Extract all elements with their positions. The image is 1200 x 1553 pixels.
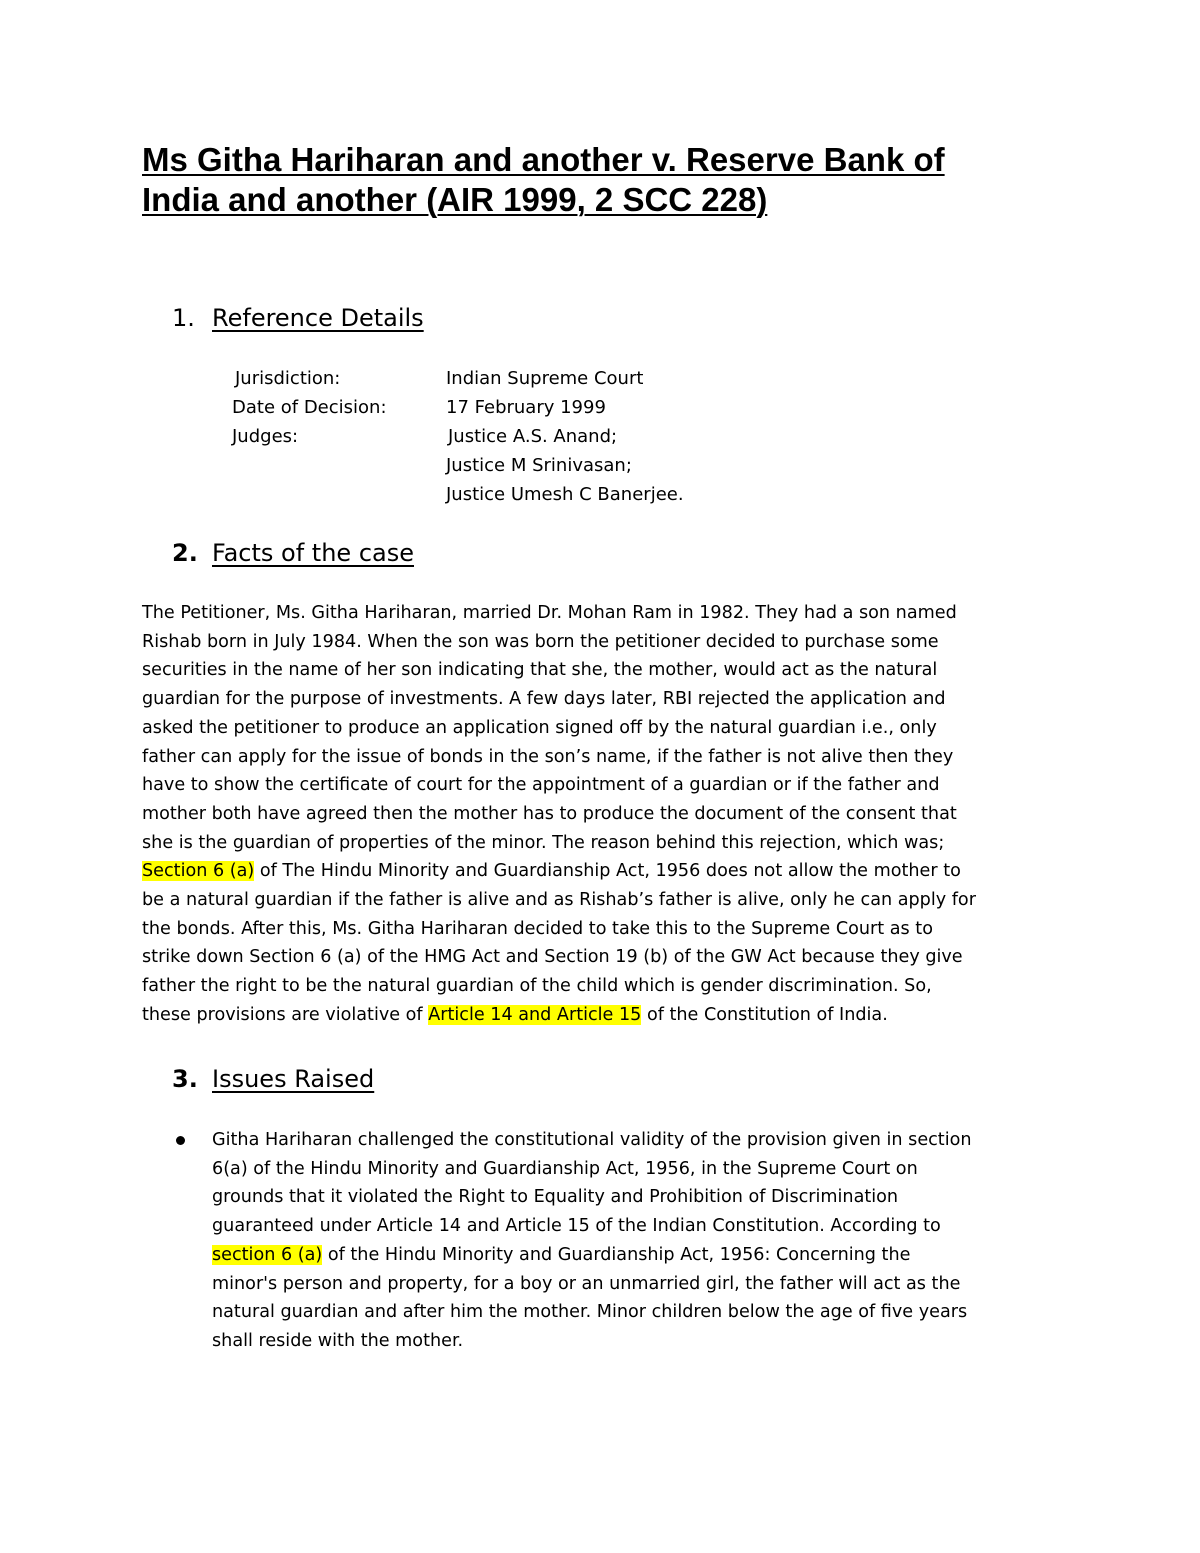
reference-details — [232, 364, 684, 509]
facts-last-pre: these provisions are violative of — [142, 1004, 429, 1025]
reference-row-date — [232, 393, 684, 422]
issues-line-rest: of the Hindu Minority and Guardianship Act, 1956: Concerning the — [322, 1244, 911, 1265]
issues-line — [212, 1241, 1072, 1270]
issues-line: shall reside with the mother. — [212, 1330, 464, 1351]
judges-label: Judges: — [232, 426, 299, 447]
section-heading-reference — [172, 302, 424, 334]
facts-line: securities in the name of her son indicating that she, the mother, would act as the natural — [142, 660, 938, 681]
reference-row-judges — [232, 422, 684, 451]
date-label: Date of Decision: — [232, 397, 387, 418]
title-line-2: India and another (AIR 1999, 2 SCC 228) — [142, 181, 768, 218]
reference-row-jurisdiction — [232, 364, 684, 393]
facts-line: mother both have agreed then the mother has to produce the document of the consent that — [142, 803, 957, 824]
facts-line: Rishab born in July 1984. When the son was born the petitioner decided to purchase some — [142, 631, 939, 652]
judge-3: Justice Umesh C Banerjee. — [446, 484, 684, 505]
issues-line: 6(a) of the Hindu Minority and Guardianship Act, 1956, in the Supreme Court on — [212, 1158, 918, 1179]
section-number: 3. — [172, 1065, 198, 1093]
issues-line: grounds that it violated the Right to Equality and Prohibition of Discrimination — [212, 1187, 899, 1208]
title-line-1: Ms Githa Hariharan and another v. Reserve Bank of — [142, 141, 945, 178]
facts-line: father the right to be the natural guardian of the child which is gender discrimination. So, — [142, 976, 932, 997]
jurisdiction-label: Jurisdiction: — [235, 368, 341, 389]
reference-row-judge-2 — [232, 451, 684, 480]
judge-1: Justice A.S. Anand; — [448, 426, 618, 447]
facts-line: asked the petitioner to produce an application signed off by the natural guardian i.e., only — [142, 717, 937, 738]
issues-text — [212, 1126, 1072, 1356]
reference-row-judge-3 — [232, 480, 684, 509]
document-title — [142, 140, 1042, 220]
jurisdiction-value: Indian Supreme Court — [446, 368, 644, 389]
section-heading-facts — [172, 537, 414, 569]
facts-line: father can apply for the issue of bonds in the son’s name, if the father is not alive then they — [142, 746, 954, 767]
facts-paragraph — [142, 599, 1072, 1030]
facts-last-post: of the Constitution of India. — [641, 1004, 888, 1025]
highlight-section-6a: Section 6 (a) — [142, 861, 255, 882]
facts-line: be a natural guardian if the father is alive and as Rishab’s father is alive, only he can apply for — [142, 890, 976, 911]
facts-line: she is the guardian of properties of the minor. The reason behind this rejection, which was; — [142, 832, 945, 853]
facts-line — [142, 1001, 1072, 1030]
facts-line — [142, 857, 1072, 886]
section-number: 2. — [172, 539, 198, 567]
facts-line: the bonds. After this, Ms. Githa Hariharan decided to take this to the Supreme Court as to — [142, 918, 933, 939]
issues-line: guaranteed under Article 14 and Article 15 of the Indian Constitution. According to — [212, 1216, 941, 1237]
section-number: 1. — [172, 304, 195, 332]
facts-line: guardian for the purpose of investments. A few days later, RBI rejected the application and — [142, 689, 946, 710]
bullet-icon — [176, 1136, 185, 1145]
issues-line: Githa Hariharan challenged the constitutional validity of the provision given in section — [212, 1130, 972, 1150]
section-label: Facts of the case — [212, 539, 414, 567]
issues-line: minor's person and property, for a boy or an unmarried girl, the father will act as the — [212, 1273, 961, 1294]
section-heading-issues — [172, 1063, 374, 1095]
highlight-section-6a-issues: section 6 (a) — [212, 1244, 323, 1265]
facts-line-rest: of The Hindu Minority and Guardianship Act, 1956 does not allow the mother to — [254, 861, 961, 882]
highlight-articles: Article 14 and Article 15 — [428, 1004, 642, 1025]
facts-line: have to show the certificate of court for the appointment of a guardian or if the father and — [142, 775, 940, 796]
section-label: Issues Raised — [212, 1065, 375, 1093]
date-value: 17 February 1999 — [446, 397, 606, 418]
judge-2: Justice M Srinivasan; — [446, 455, 632, 476]
issues-line: natural guardian and after him the mother. Minor children below the age of five years — [212, 1302, 968, 1323]
section-label: Reference Details — [212, 304, 424, 332]
facts-line: The Petitioner, Ms. Githa Hariharan, married Dr. Mohan Ram in 1982. They had a son named — [142, 603, 957, 623]
facts-line: strike down Section 6 (a) of the HMG Act and Section 19 (b) of the GW Act because they give — [142, 947, 963, 968]
